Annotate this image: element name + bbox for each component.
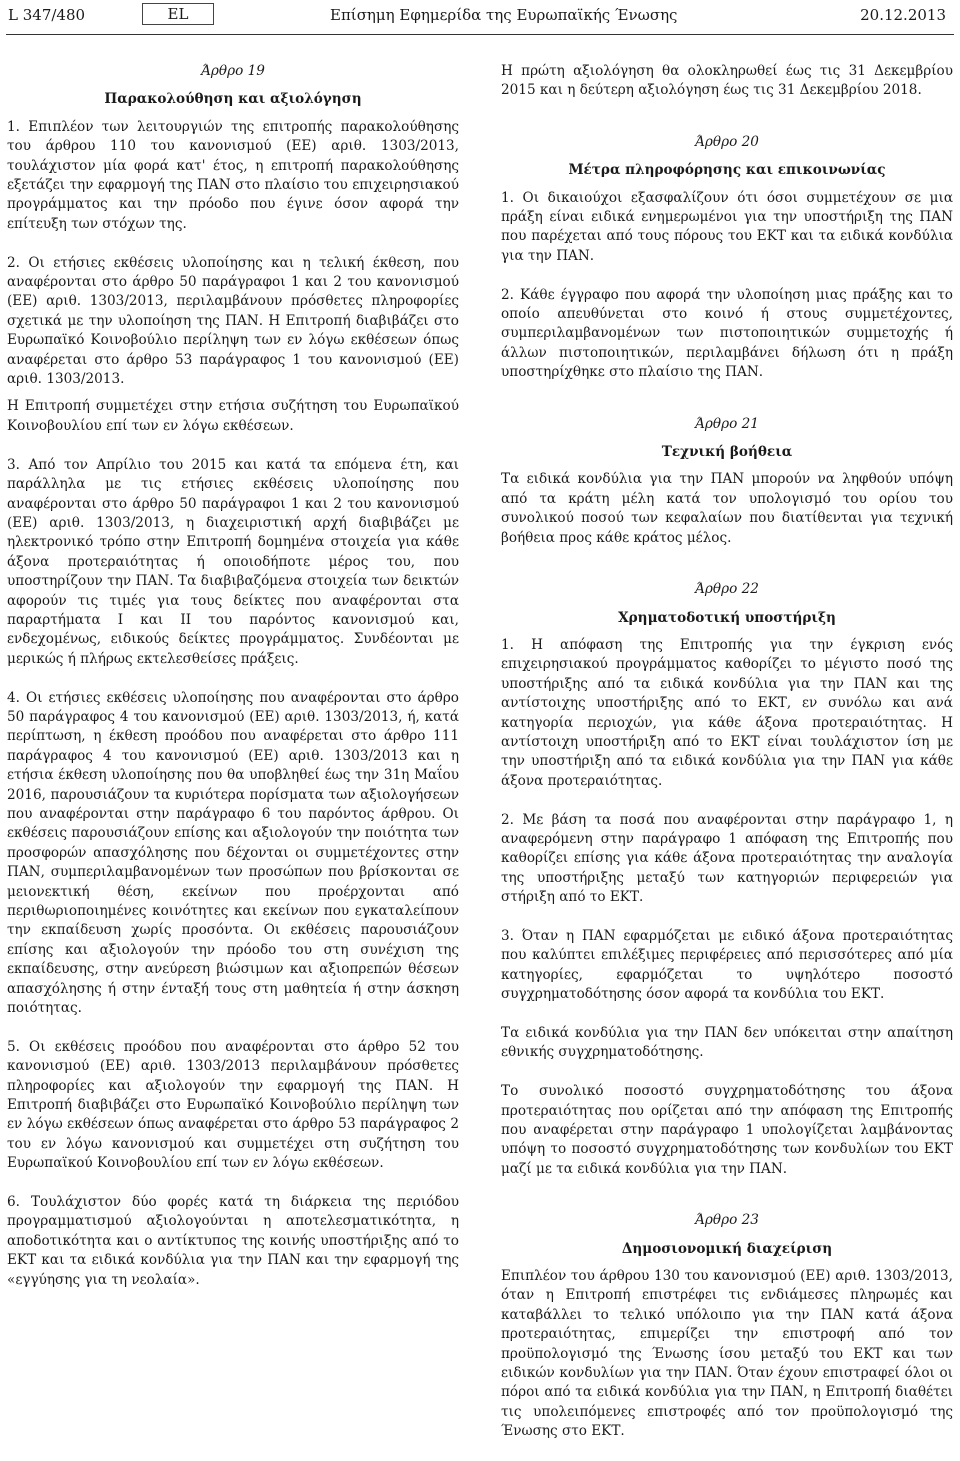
evaluation-deadlines: Η πρώτη αξιολόγηση θα ολοκληρωθεί έως τις 31 Δεκεμβρίου 2015 και η δεύτερη αξιολόγηση έως τις 31 Δεκεμβρίου 2018. xyxy=(501,63,953,99)
article-19-paragraph-2: 2. Οι ετήσιες εκθέσεις υλοποίησης και η τελική έκθεση, που αναφέρονται στο άρθρο 50 παράγραφοι 1 και 2 του κανονισμού (ΕΕ) αριθ. 1303/2013, περιλαμβάνουν πρόσθετες πληροφορίες σχετικά με την υλοποίηση της ΠΑΝ. Η Επιτροπή διαβιβάζει στο Ευρωπαϊκό Κοινοβούλιο περίληψη των εν λόγω εκθέσεων όπως αναφέρεται στο άρθρο 53 παράγραφος 1 του κανονισμού (ΕΕ) αριθ. 1303/2013. xyxy=(7,254,459,388)
left-column xyxy=(7,62,459,1310)
article-23-number: Άρθρο 23 xyxy=(695,1212,759,1229)
article-22-paragraph-4: Τα ειδικά κονδύλια για την ΠΑΝ δεν υπόκειται στην απαίτηση εθνικής συγχρηματοδότησης. xyxy=(501,1025,953,1061)
article-22-paragraph-5: Το συνολικό ποσοστό συγχρηματοδότησης του άξονα προτεραιότητας που ορίζεται από την απόφαση της Επιτροπής που αναφέρεται στην παράγραφο 1 υπολογίζεται λαμβάνοντας υπόψη το ποσοστό συγχρηματοδότησης των κονδυλίων του ΕΚΤ μαζί με τα ειδικά κονδύλια για την ΠΑΝ. xyxy=(501,1083,953,1177)
language-code-box: EL xyxy=(142,3,214,25)
article-19-title: Παρακολούθηση και αξιολόγηση xyxy=(104,91,362,108)
article-19-paragraph-1: 1. Επιπλέον των λειτουργιών της επιτροπής παρακολούθησης του άρθρου 110 του κανονισμού (ΕΕ) αριθ. 1303/2013, τουλάχιστον μία φορά κατ' έτος, η επιτροπή παρακολούθησης εξετάζει την εφαρμογή της ΠΑΝ στο πλαίσιο του επιχειρησιακού προγράμματος και την πρόοδο που έγινε όσον αφορά την επίτευξη των στόχων της. xyxy=(7,118,459,232)
article-19-paragraph-5: 5. Οι εκθέσεις προόδου που αναφέρονται στο άρθρο 52 του κανονισμού (ΕΕ) αριθ. 1303/2013 περιλαμβάνουν πρόσθετες πληροφορίες και αξιολογούν την εφαρμογή της ΠΑΝ. Η Επιτροπή διαβιβάζει στο Ευρωπαϊκό Κοινοβούλιο περίληψη των εν λόγω εκθέσεων όπως αναφέρεται στο άρθρο 53 παράγραφος 2 του εν λόγω κανονισμού και συμμετέχει στη συζήτηση του Ευρωπαϊκού Κοινοβουλίου επί των εν λόγω εκθέσεων. xyxy=(7,1038,459,1172)
header-rule xyxy=(6,34,954,35)
article-22-number: Άρθρο 22 xyxy=(695,581,759,598)
publication-date: 20.12.2013 xyxy=(860,6,946,24)
article-22-title: Χρηματοδοτική υποστήριξη xyxy=(618,609,836,626)
article-22-paragraph-2: 2. Με βάση τα ποσά που αναφέρονται στην παράγραφο 1, η αναφερόμενη στην παράγραφο 1 απόφαση της Επιτροπής που καθορίζει επίσης για κάθε άξονα προτεραιότητας την αναλογία της υποστήριξης μεταξύ των κατηγοριών περιφερειών για στήριξη από το ΕΚΤ. xyxy=(501,811,953,906)
article-20-paragraph-2: 2. Κάθε έγγραφο που αφορά την υλοποίηση μιας πράξης και το οποίο απευθύνεται στο κοινό ή στους συμμετέχοντες, συμπεριλαμβανομένων των πιστοποιητικών συμμετοχής ή άλλων πιστοποιητικών, περιλαμβάνει δήλωση ότι η πράξη υποστηρίχθηκε στο πλαίσιο της ΠΑΝ. xyxy=(501,286,953,381)
article-21-title: Τεχνική βοήθεια xyxy=(661,444,793,461)
article-23-title: Δημοσιονομική διαχείριση xyxy=(621,1240,833,1257)
article-21-number: Άρθρο 21 xyxy=(695,415,759,432)
journal-title: Επίσημη Εφημερίδα της Ευρωπαϊκής Ένωσης xyxy=(330,6,678,24)
article-20-number: Άρθρο 20 xyxy=(695,133,759,150)
page-reference: L 347/480 xyxy=(8,6,86,24)
article-20-paragraph-1: 1. Οι δικαιούχοι εξασφαλίζουν ότι όσοι συμμετέχουν σε μια πράξη είναι ειδικά ενημερωμένοι για την υποστήριξη της ΠΑΝ που παρέχεται από τους πόρους του ΕΚΤ και τα ειδικά κονδύλια για την ΠΑΝ. xyxy=(501,189,953,264)
article-19-paragraph-4: 4. Οι ετήσιες εκθέσεις υλοποίησης που αναφέρονται στο άρθρο 50 παράγραφος 4 του κανονισμού (ΕΕ) αριθ. 1303/2013, ή, κατά περίπτωση, η έκθεση προόδου που αναφέρεται στο άρθρο 111 παράγραφος 4 του κανονισμού (ΕΕ) αριθ. 1303/2013 και η ετήσια έκθεση υλοποίησης που θα υποβληθεί έως την 31η Μαΐου 2016, παρουσιάζουν τα κυριότερα πορίσματα των αξιολογήσεων που αναφέρονται στην παράγραφο 6 του παρόντος άρθρου. Οι εκθέσεις παρουσιάζουν επίσης και αξιολογούν την ποιότητα των προσφορών απασχόλησης που δέχονται οι συμμετέχοντες στην ΠΑΝ, συμπεριλαμβανομένων των προσώπων που βρίσκονται σε μειονεκτική θέση, εκείνων που προέρχονται από περιθωριοποιημένες κοινότητες και εκείνων που εγκαταλείπουν την εκπαίδευση χωρίς προσόντα. Οι εκθέσεις παρουσιάζουν επίσης και αξιολογούν την πρόοδο του στη συνέχιση της εκπαίδευσης, στην ανεύρεση βιώσιμων και αξιοπρεπών θέσεων απασχόλησης ή στην ένταξή τους στη μαθητεία ή στην άσκηση ποιότητας. xyxy=(7,689,459,1017)
article-21-paragraph: Τα ειδικά κονδύλια για την ΠΑΝ μπορούν να ληφθούν υπόψη από τα κράτη μέλη κατά τον υπολογισμό του ορίου του συνολικού ποσού των κεφαλαίων που διατίθενται για τεχνική βοήθεια προς κάθε κράτος μέλος. xyxy=(501,471,953,546)
page-header xyxy=(0,4,960,30)
article-20-title: Μέτρα πληροφόρησης και επικοινωνίας xyxy=(568,162,886,179)
article-22-paragraph-3: 3. Όταν η ΠΑΝ εφαρμόζεται με ειδικό άξονα προτεραιότητας που καλύπτει επιλέξιμες περιφέρειες από περισσότερες από μία κατηγορίες, εφαρμόζεται το υψηλότερο ποσοστό συγχρηματοδότησης όσον αφορά τα κονδύλια του ΕΚΤ. xyxy=(501,927,953,1003)
article-22-paragraph-1: 1. Η απόφαση της Επιτροπής για την έγκριση ενός επιχειρησιακού προγράμματος καθορίζει το μέγιστο ποσό της υποστήριξης από τα ειδικά κονδύλια για την ΠΑΝ και της αντίστοιχης υποστήριξης από το ΕΚΤ, εν συνόλω και ανά κατηγορία περιοχών, για κάθε άξονα προτεραιότητας. Η αντίστοιχη υποστήριξη από το ΕΚΤ είναι τουλάχιστον ίση με την υποστήριξη από τα ειδικά κονδύλια για την ΠΑΝ για κάθε άξονα προτεραιότητας. xyxy=(501,636,953,789)
right-column xyxy=(501,62,953,1461)
article-19-paragraph-2b: Η Επιτροπή συμμετέχει στην ετήσια συζήτηση του Ευρωπαϊκού Κοινοβουλίου επί των εν λόγω εκθέσεων. xyxy=(7,398,459,434)
article-19-number: Άρθρο 19 xyxy=(201,63,265,79)
article-19-paragraph-6: 6. Τουλάχιστον δύο φορές κατά τη διάρκεια της περιόδου προγραμματισμού αξιολογούνται η αποτελεσματικότητα, η αποδοτικότητα και ο αντίκτυπος της κοινής υποστήριξης από το ΕΚΤ και τα ειδικά κονδύλια για την ΠΑΝ και την εφαρμογή της «εγγύησης για τη νεολαία». xyxy=(7,1194,459,1288)
article-19-paragraph-3: 3. Από τον Απρίλιο του 2015 και κατά τα επόμενα έτη, και παράλληλα με τις ετήσιες εκθέσεις υλοποίησης που αναφέρονται στο άρθρο 50 παράγραφοι 1 και 2 του κανονισμού (ΕΕ) αριθ. 1303/2013, η διαχειριστική αρχή διαβιβάζει με ηλεκτρονικό τρόπο στην Επιτροπή δομημένα στοιχεία για κάθε άξονα προτεραιότητας ή οποιοδήποτε μέρος του, που υποστηρίζουν την ΠΑΝ. Τα διαβιβαζόμενα στοιχεία των δεικτών αφορούν τις τιμές για τους δείκτες που αναφέρονται στα παραρτήματα I και II του παρόντος κανονισμού και, ενδεχομένως, ειδικούς δείκτες προγράμματος. Συνδέονται με μερικώς ή πλήρως εκτελεσθείσες πράξεις. xyxy=(7,456,459,667)
article-23-paragraph: Επιπλέον του άρθρου 130 του κανονισμού (ΕΕ) αριθ. 1303/2013, όταν η Επιτροπή επιστρέφει τις ενδιάμεσες πληρωμές και καταβάλλει το τελικό υπόλοιπο για την ΠΑΝ κατά άξονα προτεραιότητας, επιμερίζει την επιστροφή από τον προϋπολογισμό της Ένωσης ίσου μεταξύ του ΕΚΤ και των ειδικών κονδυλίων για την ΠΑΝ. Όταν έχουν επιστραφεί όλοι οι πόροι από τα ειδικά κονδύλια για την ΠΑΝ, η Επιτροπή διαθέτει τις υπολειπόμενες επιστροφές από τον προϋπολογισμό της Ένωσης στο ΕΚΤ. xyxy=(501,1268,953,1440)
